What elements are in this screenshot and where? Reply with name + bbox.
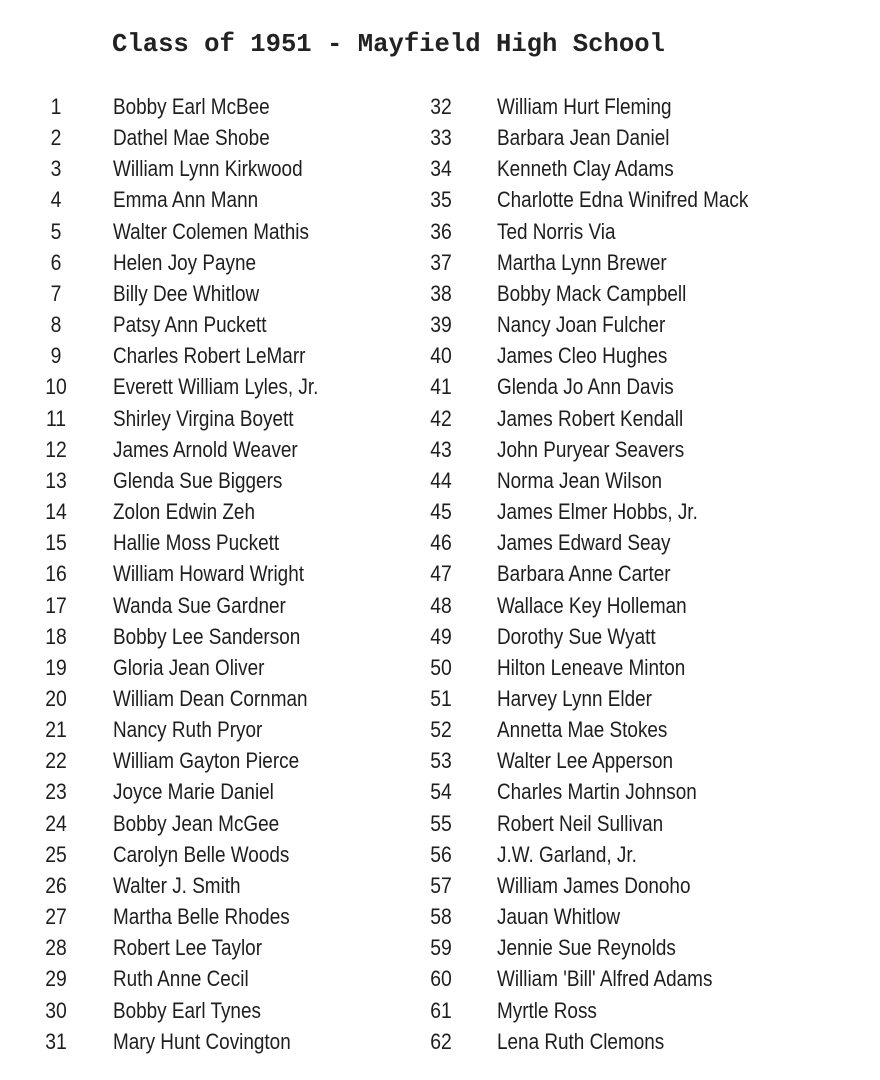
student-number: 58	[430, 904, 452, 930]
student-number: 2	[50, 125, 62, 151]
student-name: Wallace Key Holleman	[497, 592, 687, 618]
student-number: 42	[430, 405, 452, 431]
student-number: 9	[50, 343, 62, 369]
student-name: Dorothy Sue Wyatt	[497, 623, 656, 649]
student-number: 40	[430, 343, 452, 369]
student-name: Hallie Moss Puckett	[113, 530, 280, 556]
student-name: Walter J. Smith	[113, 872, 241, 898]
student-number: 22	[45, 748, 67, 774]
student-number: 57	[430, 872, 452, 898]
student-number: 62	[430, 1028, 452, 1054]
student-number: 5	[50, 218, 62, 244]
student-name: Dathel Mae Shobe	[113, 125, 270, 151]
student-number: 61	[430, 997, 452, 1023]
student-name: Nancy Joan Fulcher	[497, 312, 666, 338]
student-name: Barbara Anne Carter	[497, 561, 671, 587]
student-number: 24	[45, 810, 67, 836]
student-name: Jennie Sue Reynolds	[497, 935, 676, 961]
student-number: 53	[430, 748, 452, 774]
student-number: 36	[430, 218, 452, 244]
student-name: Bobby Lee Sanderson	[113, 623, 301, 649]
student-name: Everett William Lyles, Jr.	[113, 374, 319, 400]
student-name: Walter Lee Apperson	[497, 748, 673, 774]
page-title: Class of 1951 - Mayfield High School	[112, 30, 665, 59]
student-name: Carolyn Belle Woods	[113, 841, 290, 867]
student-name: Norma Jean Wilson	[497, 467, 663, 493]
student-name: James Elmer Hobbs, Jr.	[497, 499, 698, 525]
student-name: Ted Norris Via	[497, 218, 616, 244]
student-number: 60	[430, 966, 452, 992]
student-name: Martha Belle Rhodes	[113, 904, 290, 930]
student-name: Mary Hunt Covington	[113, 1028, 291, 1054]
student-name: Glenda Sue Biggers	[113, 467, 283, 493]
student-name: Robert Lee Taylor	[113, 935, 262, 961]
student-number: 27	[45, 904, 67, 930]
student-name: James Robert Kendall	[497, 405, 684, 431]
student-name: Helen Joy Payne	[113, 249, 257, 275]
student-name: William Howard Wright	[113, 561, 304, 587]
student-name: Walter Colemen Mathis	[113, 218, 309, 244]
student-number: 51	[430, 685, 452, 711]
student-number: 1	[50, 94, 62, 119]
student-name: Patsy Ann Puckett	[113, 312, 267, 338]
student-name: Nancy Ruth Pryor	[113, 717, 263, 743]
student-number: 41	[430, 374, 452, 400]
student-name: Myrtle Ross	[497, 997, 597, 1023]
student-number: 8	[50, 312, 62, 338]
student-name: William Gayton Pierce	[113, 748, 300, 774]
student-number: 29	[45, 966, 67, 992]
student-number: 44	[430, 467, 452, 493]
student-number: 17	[45, 592, 67, 618]
student-number: 21	[45, 717, 67, 743]
student-name: Bobby Jean McGee	[113, 810, 280, 836]
student-number: 56	[430, 841, 452, 867]
student-name: Charles Martin Johnson	[497, 779, 697, 805]
student-number: 52	[430, 717, 452, 743]
student-name: Zolon Edwin Zeh	[113, 499, 255, 525]
student-name: Martha Lynn Brewer	[497, 249, 667, 275]
student-number: 15	[45, 530, 67, 556]
student-name: John Puryear Seavers	[497, 436, 685, 462]
student-number: 28	[45, 935, 67, 961]
student-number: 10	[45, 374, 67, 400]
student-number: 13	[45, 467, 67, 493]
student-name: James Arnold Weaver	[113, 436, 298, 462]
student-number: 45	[430, 499, 452, 525]
student-number: 59	[430, 935, 452, 961]
student-name: Emma Ann Mann	[113, 187, 259, 213]
student-name: Gloria Jean Oliver	[113, 654, 265, 680]
student-name: Charles Robert LeMarr	[113, 343, 306, 369]
student-number: 31	[45, 1028, 67, 1054]
student-number: 39	[430, 312, 452, 338]
student-name: Robert Neil Sullivan	[497, 810, 664, 836]
student-number: 26	[45, 872, 67, 898]
student-number: 55	[430, 810, 452, 836]
student-name: Kenneth Clay Adams	[497, 156, 674, 182]
student-name: Lena Ruth Clemons	[497, 1028, 665, 1054]
student-number: 34	[430, 156, 452, 182]
student-number: 6	[50, 249, 62, 275]
student-number: 30	[45, 997, 67, 1023]
student-name: Barbara Jean Daniel	[497, 125, 670, 151]
student-name: James Edward Seay	[497, 530, 671, 556]
student-number: 49	[430, 623, 452, 649]
student-number: 47	[430, 561, 452, 587]
student-name: Ruth Anne Cecil	[113, 966, 249, 992]
student-number: 11	[45, 405, 67, 431]
student-name: Bobby Mack Campbell	[497, 280, 687, 306]
student-name: Billy Dee Whitlow	[113, 280, 260, 306]
student-name: Shirley Virgina Boyett	[113, 405, 294, 431]
student-name: William 'Bill' Alfred Adams	[497, 966, 713, 992]
student-name: Hilton Leneave Minton	[497, 654, 686, 680]
student-name: Bobby Earl McBee	[113, 94, 270, 119]
student-number: 12	[45, 436, 67, 462]
student-number: 3	[50, 156, 62, 182]
student-name: Charlotte Edna Winifred Mack	[497, 187, 749, 213]
student-number: 50	[430, 654, 452, 680]
student-number: 48	[430, 592, 452, 618]
student-name: Annetta Mae Stokes	[497, 717, 668, 743]
student-number: 37	[430, 249, 452, 275]
student-number: 14	[45, 499, 67, 525]
student-name: Jauan Whitlow	[497, 904, 621, 930]
student-number: 23	[45, 779, 67, 805]
student-number: 19	[45, 654, 67, 680]
student-number: 35	[430, 187, 452, 213]
student-name: William Dean Cornman	[113, 685, 308, 711]
student-name: William Lynn Kirkwood	[113, 156, 303, 182]
student-name: James Cleo Hughes	[497, 343, 668, 369]
student-name: Glenda Jo Ann Davis	[497, 374, 674, 400]
student-number: 32	[430, 94, 452, 119]
student-number: 4	[50, 187, 62, 213]
student-number: 20	[45, 685, 67, 711]
student-number: 7	[50, 280, 62, 306]
student-name: William James Donoho	[497, 872, 691, 898]
student-number: 18	[45, 623, 67, 649]
student-name: Wanda Sue Gardner	[113, 592, 286, 618]
student-name: Joyce Marie Daniel	[113, 779, 274, 805]
student-number: 43	[430, 436, 452, 462]
student-number: 38	[430, 280, 452, 306]
student-number: 33	[430, 125, 452, 151]
student-number: 54	[430, 779, 452, 805]
student-name: Bobby Earl Tynes	[113, 997, 261, 1023]
student-number: 25	[45, 841, 67, 867]
student-number: 16	[45, 561, 67, 587]
student-number: 46	[430, 530, 452, 556]
student-name: J.W. Garland, Jr.	[497, 841, 637, 867]
student-name: Harvey Lynn Elder	[497, 685, 652, 711]
student-name: William Hurt Fleming	[497, 94, 672, 119]
